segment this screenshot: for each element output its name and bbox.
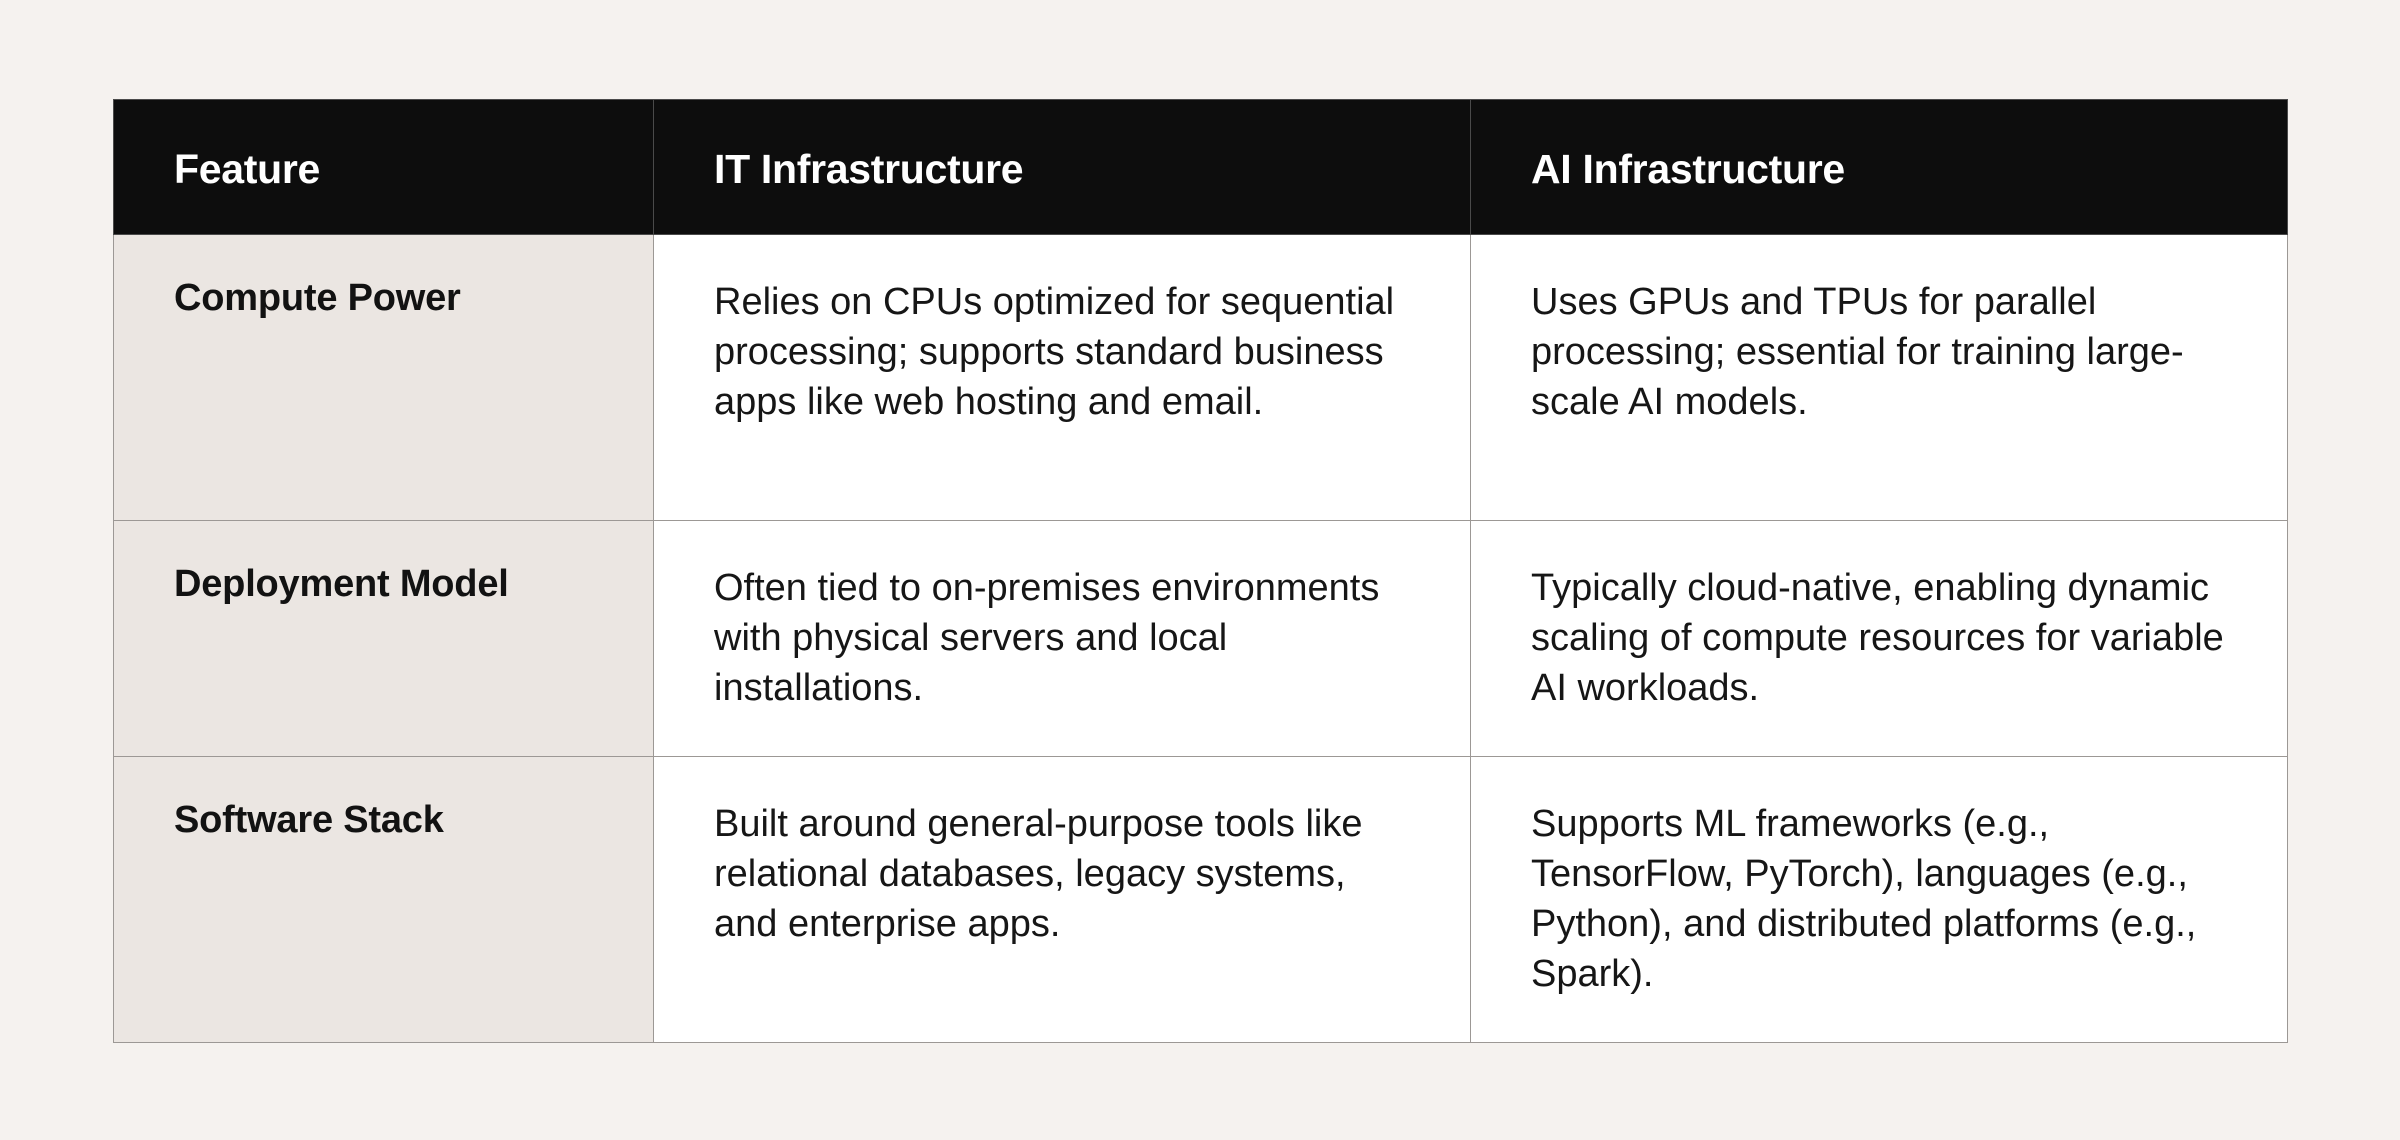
header-feature: Feature bbox=[114, 100, 654, 235]
ai-cell-deployment-model: Typically cloud-native, enabling dynamic scaling of compute resources for variable AI workloads. bbox=[1471, 521, 2288, 757]
header-row bbox=[114, 100, 2288, 235]
feature-cell-software-stack: Software Stack bbox=[114, 757, 654, 1043]
table-row bbox=[114, 235, 2288, 521]
comparison-table bbox=[113, 99, 2288, 1043]
table-row bbox=[114, 521, 2288, 757]
header-ai-infrastructure: AI Infrastructure bbox=[1471, 100, 2288, 235]
feature-cell-compute-power: Compute Power bbox=[114, 235, 654, 521]
it-cell-software-stack: Built around general-purpose tools like relational databases, legacy systems, and enterprise apps. bbox=[654, 757, 1471, 1043]
table-header bbox=[114, 100, 2288, 235]
it-cell-deployment-model: Often tied to on-premises environments with physical servers and local installations. bbox=[654, 521, 1471, 757]
ai-cell-software-stack: Supports ML frameworks (e.g., TensorFlow, PyTorch), languages (e.g., Python), and distributed platforms (e.g., Spark). bbox=[1471, 757, 2288, 1043]
feature-cell-deployment-model: Deployment Model bbox=[114, 521, 654, 757]
ai-cell-compute-power: Uses GPUs and TPUs for parallel processing; essential for training large-scale AI models. bbox=[1471, 235, 2288, 521]
header-it-infrastructure: IT Infrastructure bbox=[654, 100, 1471, 235]
it-cell-compute-power: Relies on CPUs optimized for sequential processing; supports standard business apps like web hosting and email. bbox=[654, 235, 1471, 521]
table-row bbox=[114, 757, 2288, 1043]
table-body bbox=[114, 235, 2288, 1043]
